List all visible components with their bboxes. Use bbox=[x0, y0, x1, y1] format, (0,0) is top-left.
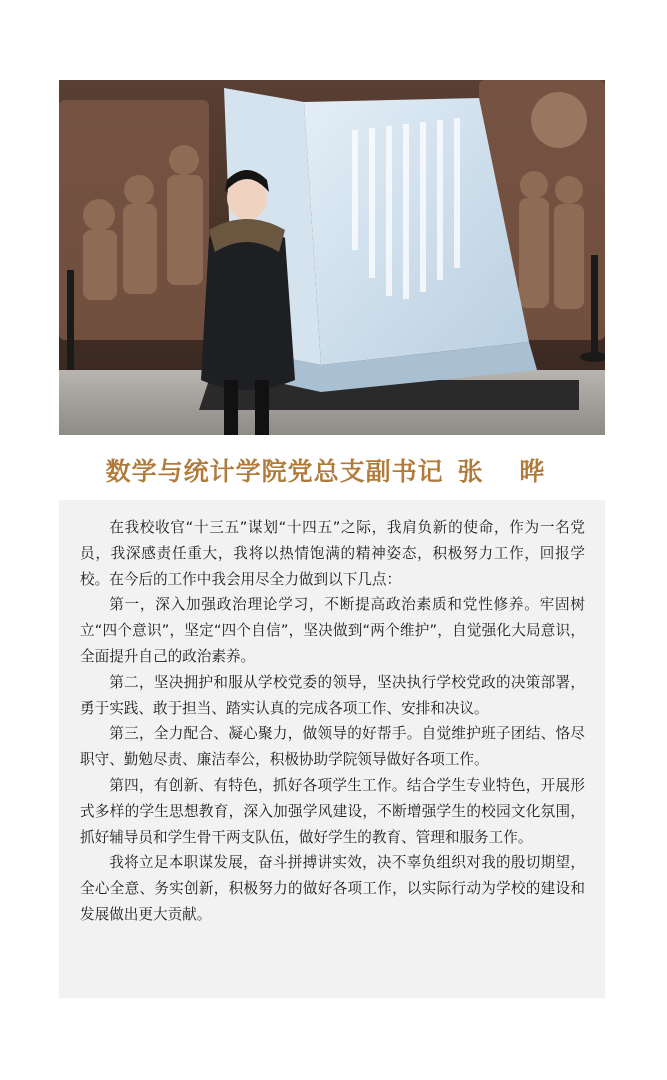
paragraph-first: 第一，深入加强政治理论学习，不断提高政治素质和党性修养。牢固树立“四个意识”，坚定“四个自信”，坚决做到“两个维护”，自觉强化大局意识，全面提升自己的政治素养。 bbox=[80, 596, 585, 665]
title-name: 张 晔 bbox=[457, 457, 559, 486]
photo-illustration bbox=[59, 80, 605, 435]
paragraph-fourth: 第四，有创新、有特色，抓好各项学生工作。结合学生专业特色，开展形式多样的学生思想教育，深入加强学风建设，不断增强学生的校园文化氛围，抓好辅导员和学生骨干两支队伍，做好学生的教育、管理和服务工作。 bbox=[80, 776, 585, 846]
paragraph-second: 第二，坚决拥护和服从学校党委的领导，坚决执行学校党政的决策部署，勇于实践、敢于担当、踏实认真的完成各项工作、安排和决议。 bbox=[80, 673, 585, 717]
paragraph-closing: 我将立足本职谋发展，奋斗拼搏讲实效，决不辜负组织对我的殷切期望，全心全意、务实创新，积极努力的做好各项工作，以实际行动为学校的建设和发展做出更大贡献。 bbox=[80, 854, 585, 923]
portrait-photo bbox=[59, 80, 605, 435]
page-title bbox=[59, 452, 605, 492]
title-role: 数学与统计学院党总支副书记 bbox=[105, 457, 444, 486]
paragraph-intro: 在我校收官“十三五”谋划“十四五”之际，我肩负新的使命，作为一名党员，我深感责任重大，我将以热情饱满的精神姿态，积极努力工作，回报学校。在今后的工作中我会用尽全力做到以下几点： bbox=[80, 519, 585, 588]
statement-text-box bbox=[59, 500, 605, 998]
paragraph-third: 第三，全力配合、凝心聚力，做领导的好帮手。自觉维护班子团结、恪尽职守、勤勉尽责、廉洁奉公，积极协助学院领导做好各项工作。 bbox=[80, 725, 585, 769]
